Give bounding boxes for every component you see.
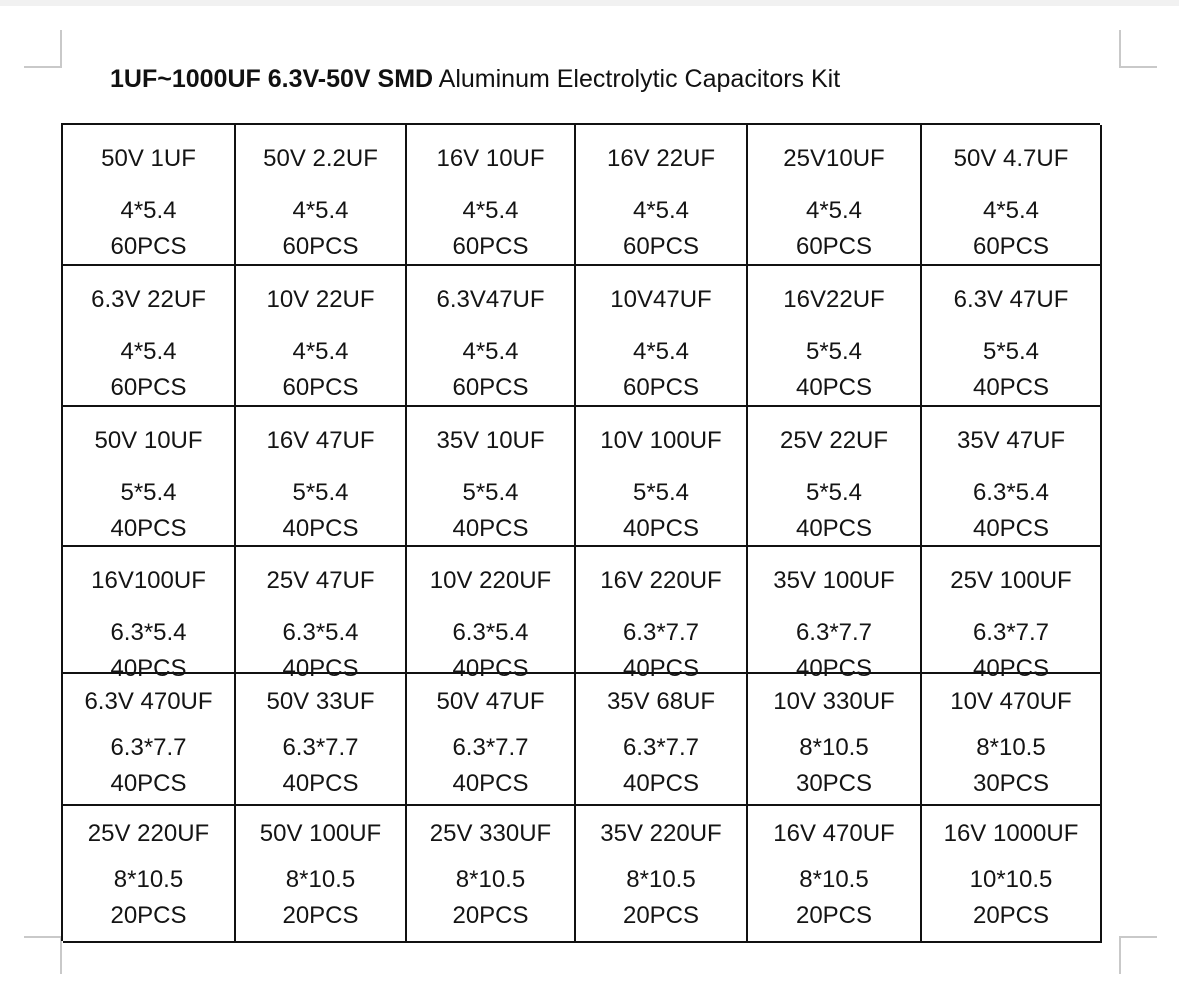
capacitor-table bbox=[61, 123, 1100, 941]
capacitor-quantity: 40PCS bbox=[110, 770, 187, 797]
capacitor-size: 5*5.4 bbox=[805, 479, 863, 506]
capacitor-size: 5*5.4 bbox=[805, 338, 863, 365]
capacitor-rating: 6.3V 47UF bbox=[953, 286, 1069, 313]
table-cell bbox=[748, 674, 922, 806]
capacitor-quantity: 30PCS bbox=[795, 770, 873, 797]
crop-mark-bottom-left bbox=[24, 936, 62, 974]
table-cell bbox=[407, 125, 576, 266]
capacitor-quantity: 40PCS bbox=[622, 515, 700, 542]
capacitor-quantity: 40PCS bbox=[622, 655, 700, 682]
capacitor-quantity: 40PCS bbox=[795, 374, 873, 401]
capacitor-rating: 35V 68UF bbox=[606, 688, 716, 715]
capacitor-quantity: 40PCS bbox=[795, 515, 873, 542]
capacitor-size: 8*10.5 bbox=[285, 866, 356, 893]
capacitor-rating: 10V 330UF bbox=[773, 688, 895, 715]
table-cell bbox=[922, 407, 1102, 547]
capacitor-size: 6.3*5.4 bbox=[452, 619, 529, 646]
capacitor-rating: 25V 330UF bbox=[429, 820, 552, 847]
capacitor-size: 4*5.4 bbox=[120, 338, 177, 365]
capacitor-size: 8*10.5 bbox=[626, 866, 696, 893]
capacitor-quantity: 40PCS bbox=[795, 655, 873, 682]
capacitor-quantity: 40PCS bbox=[282, 770, 359, 797]
capacitor-quantity: 40PCS bbox=[452, 770, 529, 797]
capacitor-rating: 25V 22UF bbox=[779, 427, 889, 454]
capacitor-size: 4*5.4 bbox=[462, 338, 519, 365]
capacitor-quantity: 40PCS bbox=[972, 515, 1050, 542]
table-cell bbox=[748, 266, 922, 407]
table-cell bbox=[236, 806, 407, 943]
capacitor-rating: 10V 220UF bbox=[429, 567, 552, 594]
crop-mark-top-left bbox=[24, 30, 62, 68]
capacitor-size: 6.3*7.7 bbox=[972, 619, 1050, 646]
capacitor-size: 5*5.4 bbox=[292, 479, 349, 506]
capacitor-size: 4*5.4 bbox=[632, 338, 690, 365]
capacitor-size: 4*5.4 bbox=[120, 197, 177, 224]
capacitor-size: 8*10.5 bbox=[799, 866, 869, 893]
capacitor-rating: 25V 100UF bbox=[950, 567, 1072, 594]
table-cell bbox=[236, 266, 407, 407]
capacitor-rating: 16V 470UF bbox=[773, 820, 895, 847]
capacitor-quantity: 40PCS bbox=[972, 655, 1050, 682]
capacitor-size: 5*5.4 bbox=[120, 479, 177, 506]
capacitor-rating: 35V 100UF bbox=[773, 567, 895, 594]
capacitor-size: 4*5.4 bbox=[292, 197, 349, 224]
table-cell bbox=[236, 407, 407, 547]
capacitor-size: 6.3*7.7 bbox=[110, 734, 187, 761]
capacitor-rating: 16V22UF bbox=[783, 286, 885, 313]
table-cell bbox=[922, 266, 1102, 407]
capacitor-rating: 16V 22UF bbox=[606, 145, 716, 172]
capacitor-quantity: 60PCS bbox=[622, 233, 700, 260]
capacitor-rating: 6.3V 22UF bbox=[91, 286, 206, 313]
capacitor-size: 6.3*5.4 bbox=[972, 479, 1050, 506]
capacitor-rating: 50V 47UF bbox=[436, 688, 545, 715]
table-cell bbox=[922, 674, 1102, 806]
capacitor-quantity: 60PCS bbox=[452, 374, 529, 401]
capacitor-size: 4*5.4 bbox=[805, 197, 863, 224]
table-cell bbox=[748, 407, 922, 547]
capacitor-quantity: 60PCS bbox=[282, 374, 359, 401]
capacitor-quantity: 60PCS bbox=[622, 374, 700, 401]
top-band bbox=[0, 0, 1179, 6]
capacitor-rating: 35V 220UF bbox=[600, 820, 722, 847]
table-cell bbox=[576, 674, 748, 806]
capacitor-rating: 6.3V 470UF bbox=[84, 688, 213, 715]
capacitor-quantity: 60PCS bbox=[795, 233, 873, 260]
table-cell bbox=[63, 674, 236, 806]
table-cell bbox=[576, 407, 748, 547]
table-cell bbox=[63, 407, 236, 547]
capacitor-rating: 16V 220UF bbox=[600, 567, 722, 594]
table-cell bbox=[922, 547, 1102, 682]
capacitor-size: 4*5.4 bbox=[292, 338, 349, 365]
capacitor-quantity: 40PCS bbox=[452, 515, 529, 542]
capacitor-size: 8*10.5 bbox=[799, 734, 869, 761]
title-regular: Aluminum Electrolytic Capacitors Kit bbox=[438, 65, 841, 93]
table-cell bbox=[407, 266, 576, 407]
capacitor-quantity: 20PCS bbox=[622, 902, 700, 929]
capacitor-rating: 16V 10UF bbox=[436, 145, 545, 172]
capacitor-rating: 50V 2.2UF bbox=[263, 145, 378, 172]
table-cell bbox=[748, 125, 922, 266]
crop-mark-top-right bbox=[1119, 30, 1157, 68]
capacitor-size: 5*5.4 bbox=[982, 338, 1040, 365]
table-cell bbox=[748, 547, 922, 682]
capacitor-rating: 16V 1000UF bbox=[943, 820, 1079, 847]
table-cell bbox=[236, 547, 407, 682]
table-cell bbox=[576, 547, 748, 682]
capacitor-rating: 50V 10UF bbox=[94, 427, 203, 454]
capacitor-rating: 25V 47UF bbox=[266, 567, 375, 594]
capacitor-rating: 6.3V47UF bbox=[436, 286, 545, 313]
table-cell bbox=[576, 125, 748, 266]
capacitor-quantity: 20PCS bbox=[282, 902, 359, 929]
table-cell bbox=[922, 125, 1102, 266]
capacitor-quantity: 60PCS bbox=[972, 233, 1050, 260]
table-cell bbox=[748, 806, 922, 943]
capacitor-rating: 16V 47UF bbox=[266, 427, 375, 454]
capacitor-size: 6.3*5.4 bbox=[110, 619, 187, 646]
table-cell bbox=[407, 674, 576, 806]
capacitor-size: 4*5.4 bbox=[982, 197, 1040, 224]
capacitor-size: 6.3*7.7 bbox=[795, 619, 873, 646]
capacitor-quantity: 60PCS bbox=[452, 233, 529, 260]
capacitor-rating: 35V 47UF bbox=[956, 427, 1066, 454]
capacitor-size: 6.3*7.7 bbox=[622, 619, 700, 646]
capacitor-quantity: 40PCS bbox=[622, 770, 700, 797]
capacitor-quantity: 20PCS bbox=[972, 902, 1050, 929]
capacitor-rating: 35V 10UF bbox=[436, 427, 545, 454]
table-cell bbox=[63, 125, 236, 266]
table-cell bbox=[236, 674, 407, 806]
capacitor-quantity: 40PCS bbox=[282, 515, 359, 542]
capacitor-size: 8*10.5 bbox=[455, 866, 526, 893]
capacitor-quantity: 40PCS bbox=[972, 374, 1050, 401]
capacitor-quantity: 20PCS bbox=[110, 902, 187, 929]
table-cell bbox=[576, 806, 748, 943]
capacitor-quantity: 60PCS bbox=[282, 233, 359, 260]
capacitor-quantity: 30PCS bbox=[972, 770, 1050, 797]
table-cell bbox=[407, 806, 576, 943]
capacitor-size: 6.3*5.4 bbox=[282, 619, 359, 646]
capacitor-size: 5*5.4 bbox=[632, 479, 690, 506]
table-cell bbox=[63, 806, 236, 943]
capacitor-quantity: 60PCS bbox=[110, 233, 187, 260]
title-bold: 1UF~1000UF 6.3V-50V SMD bbox=[110, 65, 434, 93]
table-cell bbox=[922, 806, 1102, 943]
crop-mark-bottom-right bbox=[1119, 936, 1157, 974]
capacitor-size: 4*5.4 bbox=[632, 197, 690, 224]
capacitor-rating: 50V 100UF bbox=[259, 820, 382, 847]
table-cell bbox=[576, 266, 748, 407]
capacitor-rating: 10V 470UF bbox=[950, 688, 1072, 715]
capacitor-size: 5*5.4 bbox=[462, 479, 519, 506]
capacitor-rating: 50V 1UF bbox=[101, 145, 196, 172]
capacitor-size: 8*10.5 bbox=[976, 734, 1046, 761]
capacitor-size: 6.3*7.7 bbox=[622, 734, 700, 761]
capacitor-quantity: 20PCS bbox=[452, 902, 529, 929]
table-cell bbox=[63, 547, 236, 682]
capacitor-size: 10*10.5 bbox=[969, 866, 1053, 893]
capacitor-rating: 10V47UF bbox=[610, 286, 712, 313]
capacitor-quantity: 40PCS bbox=[282, 655, 359, 682]
capacitor-size: 8*10.5 bbox=[113, 866, 184, 893]
capacitor-rating: 25V 220UF bbox=[87, 820, 210, 847]
capacitor-rating: 50V 4.7UF bbox=[953, 145, 1069, 172]
capacitor-rating: 16V100UF bbox=[91, 567, 206, 594]
capacitor-rating: 10V 22UF bbox=[266, 286, 375, 313]
capacitor-quantity: 40PCS bbox=[110, 515, 187, 542]
table-cell bbox=[236, 125, 407, 266]
capacitor-quantity: 20PCS bbox=[795, 902, 873, 929]
capacitor-rating: 50V 33UF bbox=[266, 688, 375, 715]
capacitor-rating: 10V 100UF bbox=[600, 427, 722, 454]
table-cell bbox=[407, 407, 576, 547]
capacitor-rating: 25V10UF bbox=[783, 145, 885, 172]
table-cell bbox=[407, 547, 576, 682]
capacitor-quantity: 60PCS bbox=[110, 374, 187, 401]
table-cell bbox=[63, 266, 236, 407]
capacitor-size: 6.3*7.7 bbox=[452, 734, 529, 761]
page-title bbox=[110, 62, 840, 96]
capacitor-size: 4*5.4 bbox=[462, 197, 519, 224]
capacitor-quantity: 40PCS bbox=[452, 655, 529, 682]
capacitor-quantity: 40PCS bbox=[110, 655, 187, 682]
capacitor-size: 6.3*7.7 bbox=[282, 734, 359, 761]
